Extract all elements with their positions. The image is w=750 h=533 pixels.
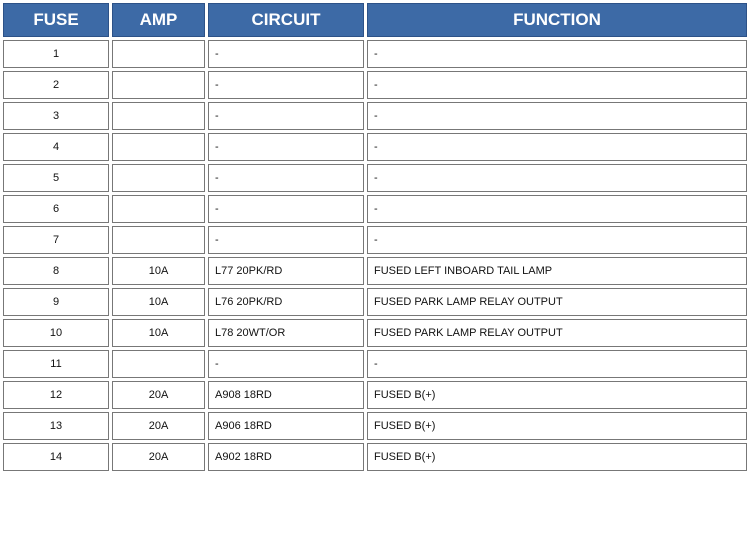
table-row (3, 288, 747, 316)
table-row (3, 381, 747, 409)
table-body (3, 40, 747, 471)
header-amp: AMP (112, 3, 205, 37)
fuse-number-cell: 14 (3, 443, 109, 471)
table-row (3, 412, 747, 440)
fuse-number-cell: 8 (3, 257, 109, 285)
fuse-number-cell: 3 (3, 102, 109, 130)
amp-cell (112, 102, 205, 130)
fuse-number-cell: 4 (3, 133, 109, 161)
circuit-cell: - (208, 133, 364, 161)
circuit-cell: L76 20PK/RD (208, 288, 364, 316)
function-cell: - (367, 350, 747, 378)
amp-cell: 10A (112, 319, 205, 347)
circuit-cell: A902 18RD (208, 443, 364, 471)
table-row (3, 443, 747, 471)
table-row (3, 319, 747, 347)
fuse-number-cell: 11 (3, 350, 109, 378)
circuit-cell: - (208, 226, 364, 254)
table-row (3, 226, 747, 254)
amp-cell (112, 350, 205, 378)
table-row (3, 40, 747, 68)
circuit-cell: L78 20WT/OR (208, 319, 364, 347)
amp-cell (112, 164, 205, 192)
function-cell: - (367, 164, 747, 192)
circuit-cell: - (208, 350, 364, 378)
amp-cell (112, 71, 205, 99)
amp-cell: 10A (112, 257, 205, 285)
function-cell: FUSED PARK LAMP RELAY OUTPUT (367, 319, 747, 347)
circuit-cell: - (208, 195, 364, 223)
fuse-number-cell: 9 (3, 288, 109, 316)
fuse-number-cell: 12 (3, 381, 109, 409)
function-cell: FUSED LEFT INBOARD TAIL LAMP (367, 257, 747, 285)
function-cell: FUSED B(+) (367, 412, 747, 440)
fuse-number-cell: 5 (3, 164, 109, 192)
amp-cell: 20A (112, 412, 205, 440)
circuit-cell: - (208, 102, 364, 130)
amp-cell: 10A (112, 288, 205, 316)
header-fuse: FUSE (3, 3, 109, 37)
circuit-cell: - (208, 164, 364, 192)
header-function: FUNCTION (367, 3, 747, 37)
table-row (3, 257, 747, 285)
function-cell: - (367, 102, 747, 130)
amp-cell (112, 133, 205, 161)
header-row (3, 3, 747, 37)
function-cell: FUSED B(+) (367, 443, 747, 471)
amp-cell (112, 226, 205, 254)
circuit-cell: A906 18RD (208, 412, 364, 440)
amp-cell (112, 40, 205, 68)
circuit-cell: - (208, 40, 364, 68)
amp-cell (112, 195, 205, 223)
table-row (3, 102, 747, 130)
function-cell: - (367, 195, 747, 223)
fuse-number-cell: 6 (3, 195, 109, 223)
fuse-number-cell: 2 (3, 71, 109, 99)
function-cell: - (367, 133, 747, 161)
table-row (3, 133, 747, 161)
amp-cell: 20A (112, 381, 205, 409)
header-circuit: CIRCUIT (208, 3, 364, 37)
fuse-number-cell: 1 (3, 40, 109, 68)
circuit-cell: A908 18RD (208, 381, 364, 409)
function-cell: - (367, 71, 747, 99)
table-row (3, 350, 747, 378)
function-cell: FUSED B(+) (367, 381, 747, 409)
table-row (3, 71, 747, 99)
fuse-number-cell: 7 (3, 226, 109, 254)
table-row (3, 164, 747, 192)
table-row (3, 195, 747, 223)
fuse-number-cell: 10 (3, 319, 109, 347)
fuse-number-cell: 13 (3, 412, 109, 440)
function-cell: - (367, 226, 747, 254)
function-cell: - (367, 40, 747, 68)
amp-cell: 20A (112, 443, 205, 471)
circuit-cell: - (208, 71, 364, 99)
circuit-cell: L77 20PK/RD (208, 257, 364, 285)
function-cell: FUSED PARK LAMP RELAY OUTPUT (367, 288, 747, 316)
